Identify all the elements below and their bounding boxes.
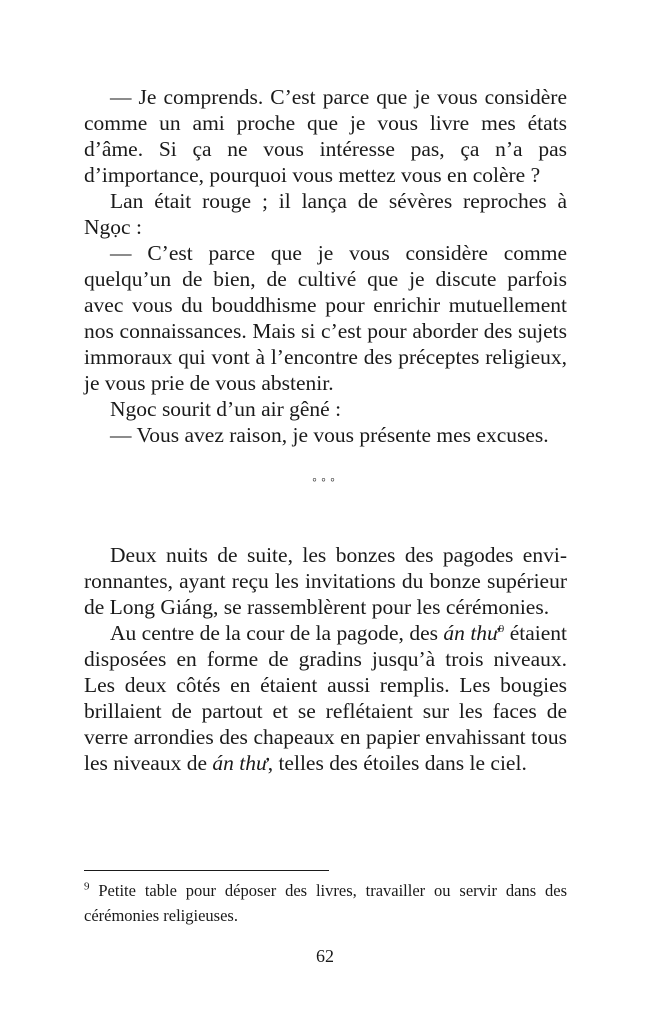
paragraph-2: Lan était rouge ; il lança de sévères reproches à Ngọc : <box>84 189 567 239</box>
paragraph-7 <box>84 620 567 776</box>
paragraph-7-text-c: , telles des étoiles dans le ciel. <box>267 751 527 775</box>
paragraph-6: Deux nuits de suite, les bonzes des pagodes environnantes, ayant reçu les invitations du bonze supérieur de Long Giáng, se rassemblèrent pour les cérémonies. <box>84 543 567 619</box>
footnote <box>84 878 567 928</box>
footnote-reference: 9 <box>498 622 505 635</box>
term-an-thu-second: án thư <box>212 751 268 775</box>
paragraph-4: Ngoc sourit d’un air gêné : <box>110 397 342 421</box>
paragraph-7-text-b: étaient disposées en forme de gradins jusqu’à trois niveaux. Les deux côtés en étaient aussi remplis. Les bougies brillaient de partout et se reflétaient sur les faces de verre arrondies des chapeaux en papier envahissant tous les niveaux de <box>84 621 567 775</box>
page-number: 62 <box>316 946 334 966</box>
paragraph-3: — C’est parce que je vous considère comme quelqu’un de bien, de cultivé que je discute parfois avec vous du bouddhisme pour enrichir mutuellement nos connaissances. Mais si c’est pour aborder des sujets immoraux qui vont à l’encontre des préceptes religieux, je vous prie de vous abstenir. <box>84 241 567 395</box>
page-body <box>84 84 567 776</box>
section-break-ornament: ◦◦◦ <box>312 473 339 488</box>
paragraph-5: — Vous avez raison, je vous présente mes excuses. <box>110 423 549 447</box>
term-an-thu: án thư <box>443 621 499 645</box>
footnote-separator <box>84 870 329 871</box>
paragraph-7-text-a: Au centre de la cour de la pagode, des <box>110 621 444 645</box>
paragraph-1: — Je comprends. C’est parce que je vous considère comme un ami proche que je vous livre mes états d’âme. Si ça ne vous intéresse pas, ça n’a pas d’importance, pourquoi vous mettez vous en colère ? <box>84 85 567 187</box>
footnote-text: Petite table pour déposer des livres, travailler ou servir dans des cérémonies religieuses. <box>84 881 567 925</box>
footnote-marker: 9 <box>84 880 90 893</box>
